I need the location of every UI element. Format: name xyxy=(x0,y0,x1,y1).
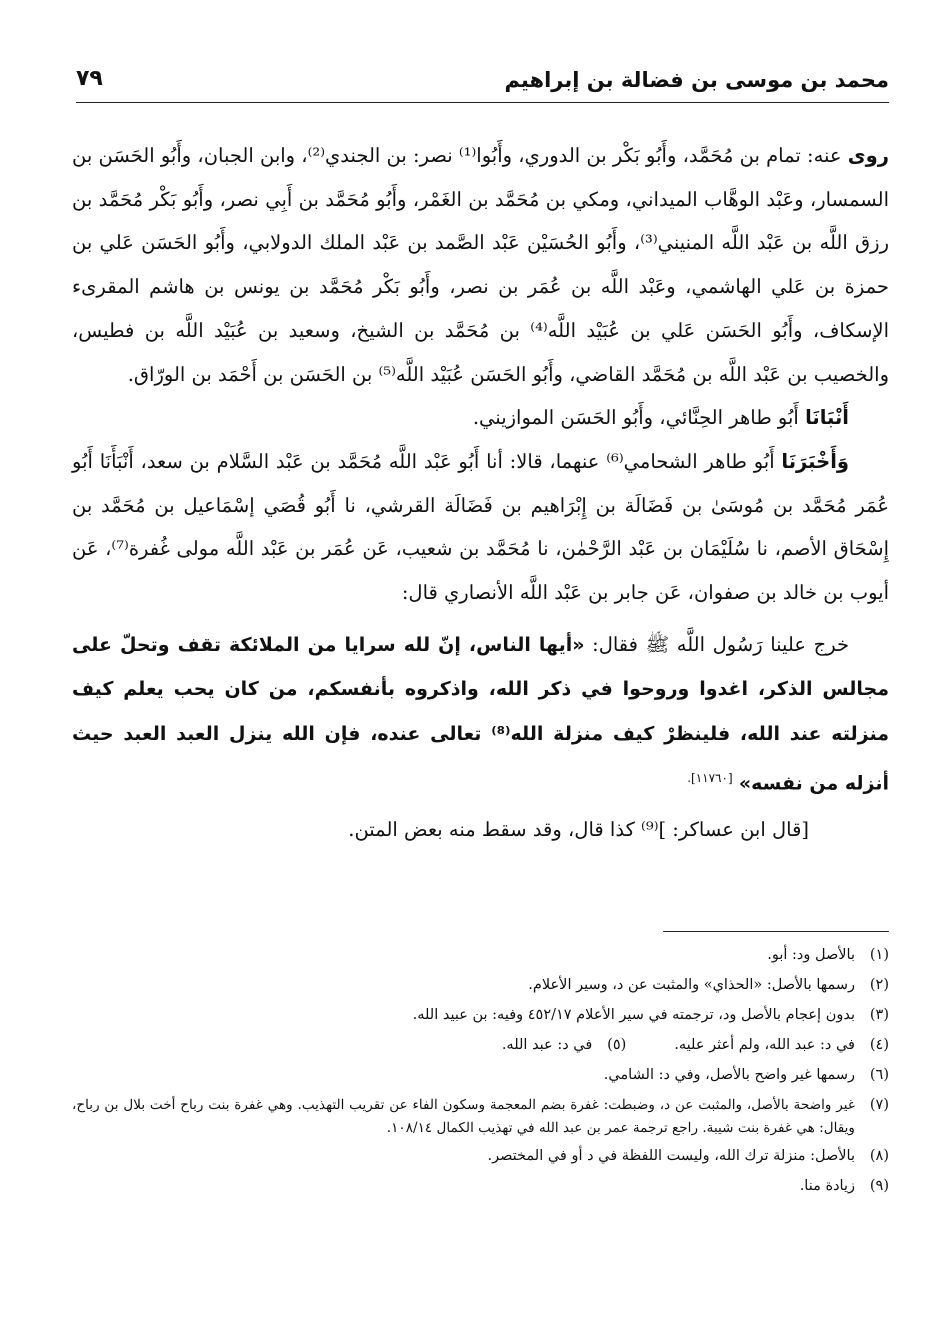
footnote-item xyxy=(72,1060,889,1090)
footnote-number: (١) xyxy=(869,947,889,963)
footnote-item xyxy=(72,1171,889,1201)
footnote-number: (٣) xyxy=(869,1007,889,1023)
footnote-number: (٤) xyxy=(869,1037,889,1053)
footnote-number: (٥) xyxy=(607,1037,627,1053)
footnote-item xyxy=(72,940,889,970)
footnote-text: بدون إعجام بالأصل ود، ترجمته في سير الأعلام ٤٥٢/١٧ وفيه: بن عبيد الله. xyxy=(412,1007,855,1023)
footnote-item xyxy=(72,1090,889,1141)
footnote-number: (٦) xyxy=(869,1067,889,1083)
paragraph-text: أَبُو طاهر الحِنَّائي، وأَبُو الحَسَن الموازيني. xyxy=(472,406,799,430)
footnote-item xyxy=(502,1030,626,1060)
footnote-text: بالأصل ود: أبو. xyxy=(767,947,855,963)
paragraph-isnad xyxy=(72,440,889,615)
footnote-item xyxy=(72,970,889,1000)
footnote-item xyxy=(72,1141,889,1171)
hadith-intro: خرج علينا رَسُول اللَّه ﷺ فقال: xyxy=(592,632,850,656)
footnote-divider xyxy=(663,931,889,932)
footnote-item xyxy=(674,1030,889,1060)
paragraph-hadith xyxy=(72,623,889,806)
paragraph-text: عنه: تمام بن مُحَمَّد، وأَبُو بَكْر بن الدوري، وأَبُوا⁽¹⁾ نصر: بن الجندي⁽²⁾، وابن الجبان، وأَبُو الحَسَن بن السمسار، وعَبْد الوهَّاب الميداني، ومكي بن مُحَمَّد بن الغَمْر، وأَبُو مُحَمَّد بن أَبِي نصر، وأَبُو بَكْر مُحَمَّد بن رزق اللَّه بن عَبْد اللَّه المنيني⁽³⁾، وأَبُو الحُسَيْن عَبْد الصَّمد بن عَبْد الملك الدولابي، وأَبُو الحَسَن عَلي بن حمزة بن عَلي الهاشمي، وعَبْد اللَّه بن عُمَر بن نصر، وأَبُو بَكْر مُحَمَّد بن يونس بن هاشم المقرىء الإسكاف، وأَبُو الحَسَن عَلي بن عُبَيْد اللَّه⁽⁴⁾ بن مُحَمَّد بن الشيخ، وسعيد بن عُبَيْد اللَّه بن فطيس، والخصيب بن عَبْد اللَّه بن مُحَمَّد القاضي، وأَبُو الحَسَن عُبَيْد اللَّه⁽⁵⁾ بن الحَسَن بن أَحْمَد بن الورّاق. xyxy=(72,144,890,386)
paragraph-narrators xyxy=(72,134,889,396)
page-header xyxy=(76,62,889,103)
footnote-row-pair xyxy=(72,1030,889,1060)
footnotes xyxy=(72,940,889,1201)
paragraph-lead-word: روى xyxy=(847,144,889,167)
paragraph-lead-word: وَأَخْبَرَنَا xyxy=(781,449,849,473)
footnote-text: رسمها غير واضح بالأصل، وفي د: الشامي. xyxy=(603,1067,855,1083)
footnote-text: بالأصل: منزلة ترك الله، وليست اللفظة في د أو في المختصر. xyxy=(487,1147,855,1164)
paragraph-anbana xyxy=(72,396,889,440)
footnote-number: (٩) xyxy=(869,1177,889,1194)
hadith-text: «أيها الناس، إنّ لله سرايا من الملائكة تقف وتحلّ على مجالس الذكر، اغدوا وروحوا في ذكر الله، واذكروه بأنفسكم، من كان يحب يعلم كيف منزلته عند الله، فلينظرْ كيف منزلة الله⁽⁸⁾ تعالى عنده، فإن الله ينزل العبد العبد حيث أنزله من نفسه» xyxy=(72,633,890,795)
paragraph-ibn-asakir xyxy=(72,808,889,852)
footnote-text: غير واضحة بالأصل، والمثبت عن د، وضبطت: غفرة بضم المعجمة وسكون الفاء عن تقريب التهذيب. وهي غفرة بنت رباح أخت بلال بن رباح، ويقال: هي غفرة بنت شيبة. راجع ترجمة عمر بن عبد الله في تهذيب الكمال ١٠٨/١٤. xyxy=(72,1097,855,1137)
footnote-text: رسمها بالأصل: «الحذاي» والمثبت عن د، وسير الأعلام. xyxy=(528,977,855,993)
hadith-reference: [١١٧٦٠]. xyxy=(687,770,733,785)
paragraph-text: أَبُو طاهر الشحامي⁽⁶⁾ عنهما، قالا: أنا أَبُو عَبْد اللَّه مُحَمَّد بن عَبْد السَّلام بن سعد، أَنْبَأَنَا أَبُو عُمَر مُحَمَّد بن مُوسَىٰ بن فَضَالَة بن إِبْرَاهيم بن فَضَالَة القرشي، نا أَبُو قُصَي إسْمَاعيل بن مُحَمَّد بن إِسْحَاق الأصم، نا سُلَيْمَان بن عَبْد الرَّحْمٰن، نا مُحَمَّد بن شعيب، عَن عُمَر بن عَبْد اللَّه مولى غُفرة⁽⁷⁾، عَن أيوب بن خالد بن صفوان، عَن جابر بن عَبْد اللَّه الأنصاري قال: xyxy=(72,449,889,605)
footnote-text: في د: عبد الله، ولم أعثر عليه. xyxy=(674,1037,855,1053)
paragraph-lead-word: أَنْبَانَا xyxy=(805,406,849,430)
running-title: محمد بن موسى بن فضالة بن إبراهيم xyxy=(504,68,889,92)
footnote-text: في د: عبد الله. xyxy=(501,1037,593,1053)
footnote-number: (٢) xyxy=(869,977,889,993)
main-text xyxy=(72,134,889,852)
footnote-number: (٧) xyxy=(869,1097,889,1113)
footnote-item xyxy=(72,1000,889,1030)
footnote-number: (٨) xyxy=(869,1147,889,1164)
footnote-text: زيادة منا. xyxy=(799,1177,855,1194)
page-number: ٧٩ xyxy=(76,66,103,91)
paragraph-text: [قال ابن عساكر: ]⁽⁹⁾ كذا قال، وقد سقط منه بعض المتن. xyxy=(348,818,809,842)
